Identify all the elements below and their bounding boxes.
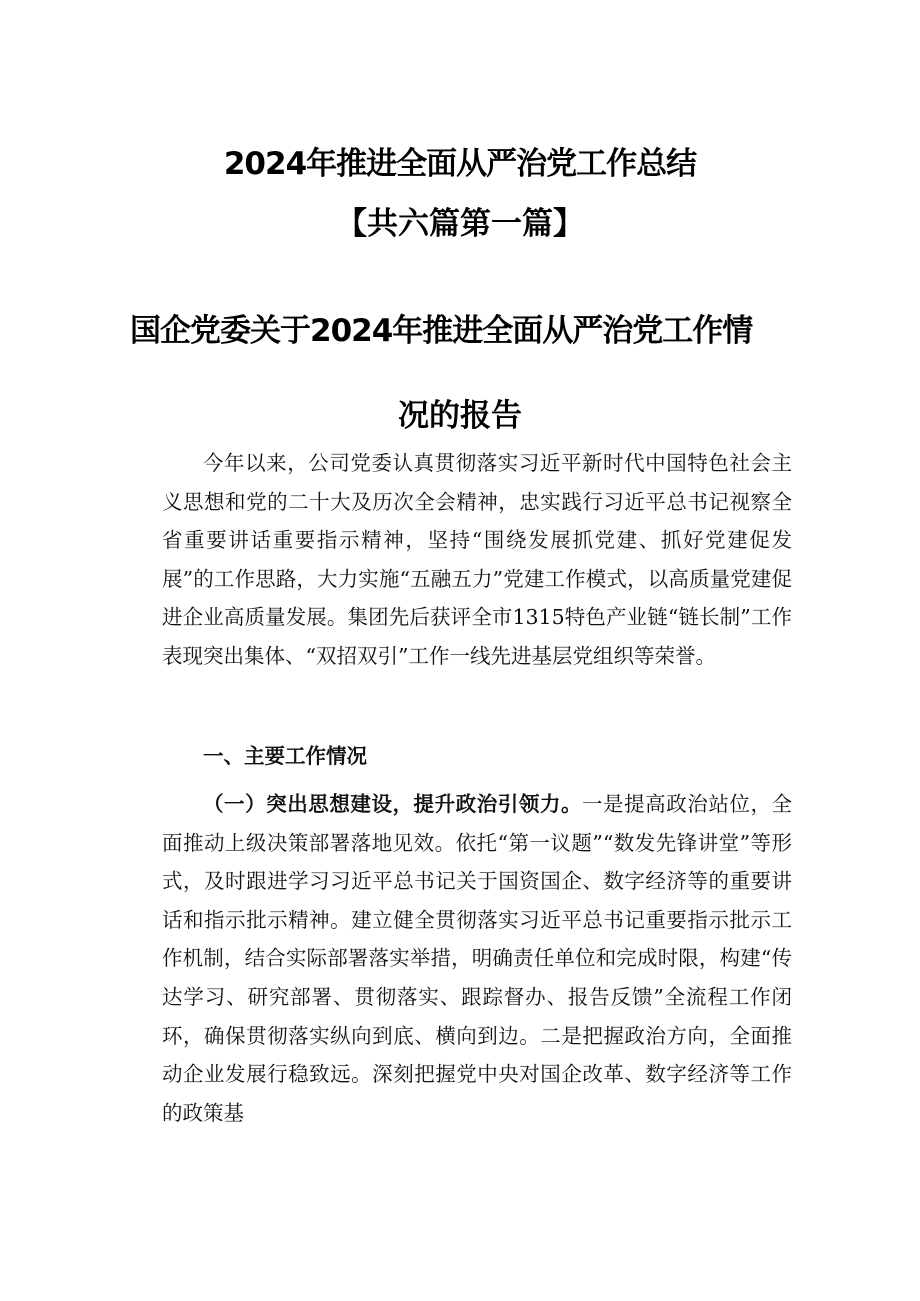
subsection-body: 一是提高政治站位，全面推动上级决策部署落地见效。依托“第一议题”“数发先锋讲堂”等形式，及时跟进学习习近平总书记关于国资国企、数字经济等的重要讲话和指示批示精神。建立健全贯彻落实习近平总书记重要指示批示工作机制，结合实际部署落实举措，明确责任单位和完成时限，构建“传达学习、研究部署、贯彻落实、跟踪督办、报告反馈”全流程工作闭环，确保贯彻落实纵向到底、横向到边。二是把握政治方向，全面推动企业发展行稳致远。深刻把握党中央对国企改革、数字经济等工作的政策基 [162, 792, 792, 1125]
intro-paragraph: 今年以来，公司党委认真贯彻落实习近平新时代中国特色社会主义思想和党的二十大及历次全会精神，忠实践行习近平总书记视察全省重要讲话重要指示精神，坚持“围绕发展抓党建、抓好党建促发展”的工作思路，大力实施“五融五力”党建工作模式，以高质量党建促进企业高质量发展。集团先后获评全市1315特色产业链“链长制”工作表现突出集体、“双招双引”工作一线先进基层党组织等荣誉。 [162, 451, 792, 668]
report-title-line-1: 国企党委关于2024年推进全面从严治党工作情 [130, 313, 753, 349]
document-main-title: 2024年推进全面从严治党工作总结 [223, 146, 697, 182]
subsection-paragraph [162, 785, 792, 1132]
subsection-lead: （一）突出思想建设，提升政治引领力。 [203, 792, 582, 816]
document-series-subtitle: 【共六篇第一篇】 [336, 206, 584, 242]
section-heading: 一、主要工作情况 [203, 744, 367, 768]
report-title-line-2: 况的报告 [398, 398, 522, 434]
